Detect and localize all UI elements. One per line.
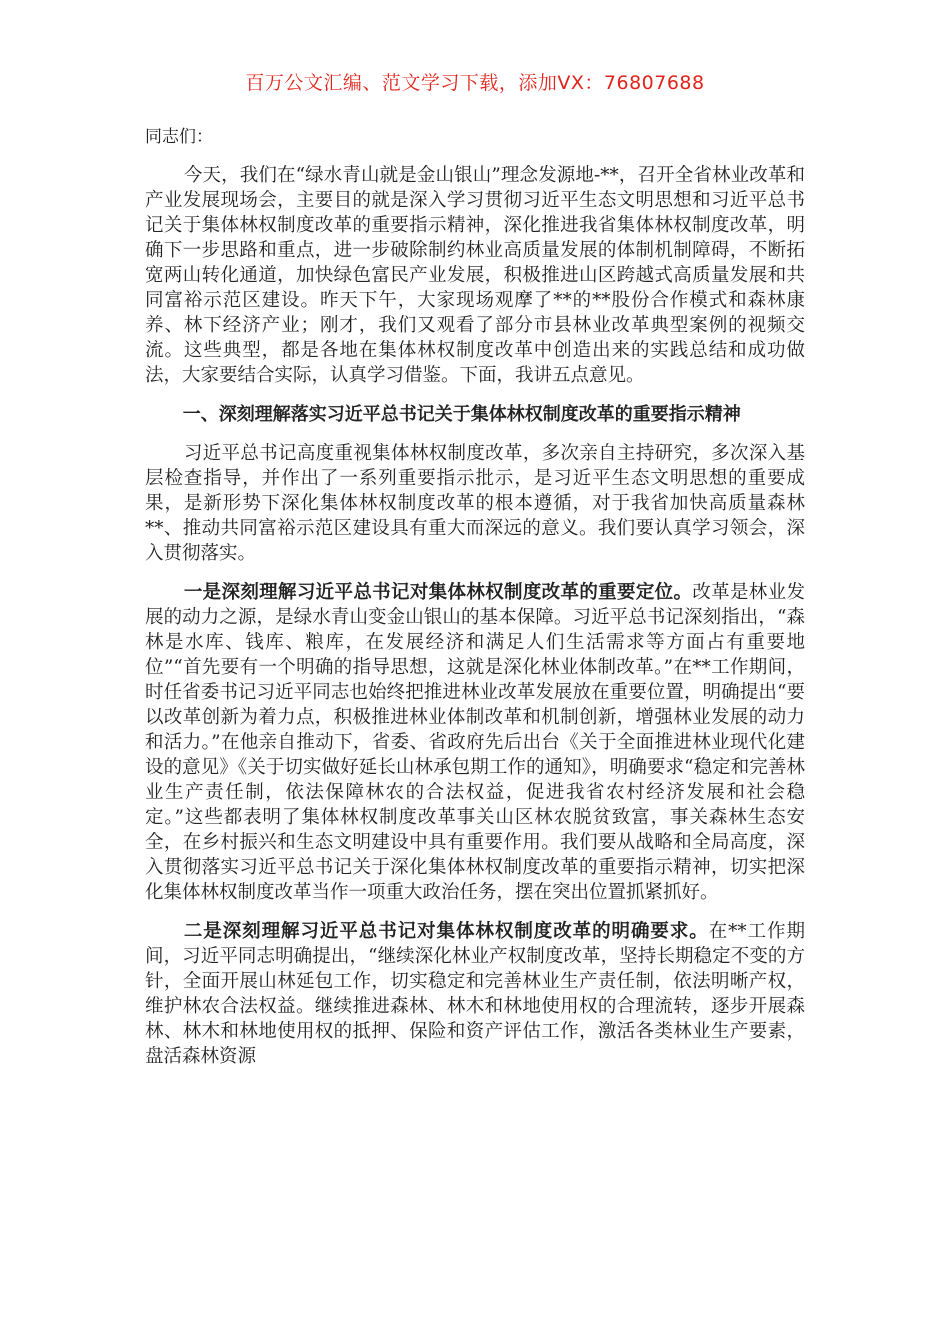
point-2-lead: 二是深刻理解习近平总书记对集体林权制度改革的明确要求。 xyxy=(183,921,709,942)
point-2-body: 在**工作期间，习近平同志明确提出，“继续深化林业产权制度改革，坚持长期稳定不变的方针，全面开展山林延包工作，切实稳定和完善林业生产责任制，依法明晰产权，维护林农合法权益。继续推进森林、林木和林地使用权的合理流转，逐步开展森林、林木和林地使用权的抵押、保险和资产评估工作，激活各类林业生产要素，盘活森林资源 xyxy=(145,921,805,1067)
salutation: 同志们： xyxy=(145,127,213,147)
document-body xyxy=(145,125,805,1083)
point-1-body: 改革是林业发展的动力之源，是绿水青山变金山银山的基本保障。习近平总书记深刻指出，“森林是水库、钱库、粮库，在发展经济和满足人们生活需求等方面占有重要地位”“首先要有一个明确的指导思想，这就是深化林业体制改革。”在**工作期间，时任省委书记习近平同志也始终把推进林业改革发展放在重要位置，明确提出“要以改革创新为着力点，积极推进林业体制改革和机制创新，增强林业发展的动力和活力。”在他亲自推动下，省委、省政府先后出台《关于全面推进林业现代化建设的意见》《关于切实做好延长山林承包期工作的通知》，明确要求“稳定和完善林业生产责任制，依法保障林农的合法权益，促进我省农村经济发展和社会稳定。”这些都表明了集体林权制度改革事关山区林农脱贫致富，事关森林生态安全，在乡村振兴和生态文明建设中具有重要作用。我们要从战略和全局高度，深入贯彻落实习近平总书记关于深化集体林权制度改革的重要指示精神，切实把深化集体林权制度改革当作一项重大政治任务，摆在突出位置抓紧抓好。 xyxy=(145,582,805,903)
section-1-paragraph: 习近平总书记高度重视集体林权制度改革，多次亲自主持研究，多次深入基层检查指导，并作出了一系列重要指示批示，是习近平生态文明思想的重要成果，是新形势下深化集体林权制度改革的根本遵循，对于我省加快高质量森林**、推动共同富裕示范区建设具有重大而深远的意义。我们要认真学习领会，深入贯彻落实。 xyxy=(145,443,805,564)
point-1-paragraph xyxy=(145,580,805,905)
section-1-heading: 一、深刻理解落实习近平总书记关于集体林权制度改革的重要指示精神 xyxy=(182,404,741,425)
point-2-paragraph xyxy=(145,919,805,1069)
point-1-lead: 一是深刻理解习近平总书记对集体林权制度改革的重要定位。 xyxy=(183,582,693,603)
intro-paragraph: 今天，我们在“绿水青山就是金山银山”理念发源地-**，召开全省林业改革和产业发展现场会，主要目的就是深入学习贯彻习近平生态文明思想和习近平总书记关于集体林权制度改革的重要指示精神，深化推进我省集体林权制度改革，明确下一步思路和重点，进一步破除制约林业高质量发展的体制机制障碍，不断拓宽两山转化通道，加快绿色富民产业发展，积极推进山区跨越式高质量发展和共同富裕示范区建设。昨天下午，大家现场观摩了**的**股份合作模式和森林康养、林下经济产业；刚才，我们又观看了部分市县林业改革典型案例的视频交流。这些典型，都是各地在集体林权制度改革中创造出来的实践总结和成功做法，大家要结合实际，认真学习借鉴。下面，我讲五点意见。 xyxy=(145,165,805,386)
header-banner: 百万公文汇编、范文学习下载，添加VX：76807688 xyxy=(245,72,705,94)
